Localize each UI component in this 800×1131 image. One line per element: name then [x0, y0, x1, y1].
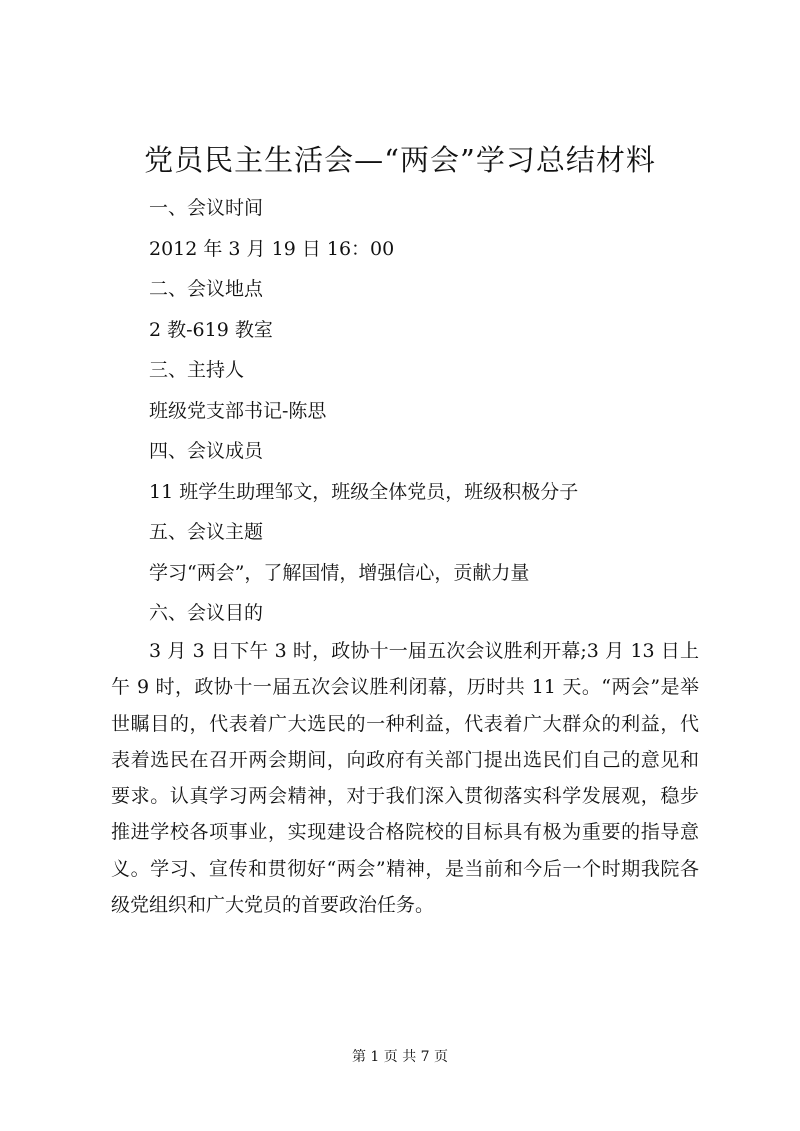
section-heading-meeting-location: 二、会议地点 — [149, 278, 264, 300]
meeting-location-value: 2 教-619 教室 — [149, 319, 273, 341]
section-heading-members: 四、会议成员 — [149, 440, 264, 462]
section-heading-theme: 五、会议主题 — [149, 521, 264, 543]
meeting-time-value: 2012 年 3 月 19 日 16：00 — [149, 238, 395, 260]
theme-value: 学习“两会”，了解国情，增强信心，贡献力量 — [149, 562, 530, 584]
host-value: 班级党支部书记-陈思 — [149, 400, 327, 422]
section-heading-meeting-time: 一、会议时间 — [149, 197, 264, 219]
section-heading-host: 三、主持人 — [149, 359, 245, 381]
members-value: 11 班学生助理邹文，班级全体党员，班级积极分子 — [149, 481, 579, 503]
page-number-footer: 第 1 页 共 7 页 — [351, 1049, 449, 1065]
purpose-paragraph: 3 月 3 日下午 3 时，政协十一届五次会议胜利开幕;3 月 13 日上午 9 时，政协十一届五次会议胜利闭幕，历时共 11 天。“两会”是举世瞩目的，代表着广大选民的一种利益，代表着广大群众的利益，代表着选民在召开两会期间，向政府有关部门提出选民们自己的意见和要求。认真学习两会精神，对于我们深入贯彻落实科学发展观，稳步推进学校各项事业，实现建设合格院校的目标具有极为重要的指导意义。学习、宣传和贯彻好“两会”精神，是当前和今后一个时期我院各级党组织和广大党员的首要政治任务。 — [111, 640, 699, 917]
document-title: 党员民主生活会—“两会”学习总结材料 — [144, 143, 656, 177]
section-heading-purpose: 六、会议目的 — [149, 602, 264, 624]
